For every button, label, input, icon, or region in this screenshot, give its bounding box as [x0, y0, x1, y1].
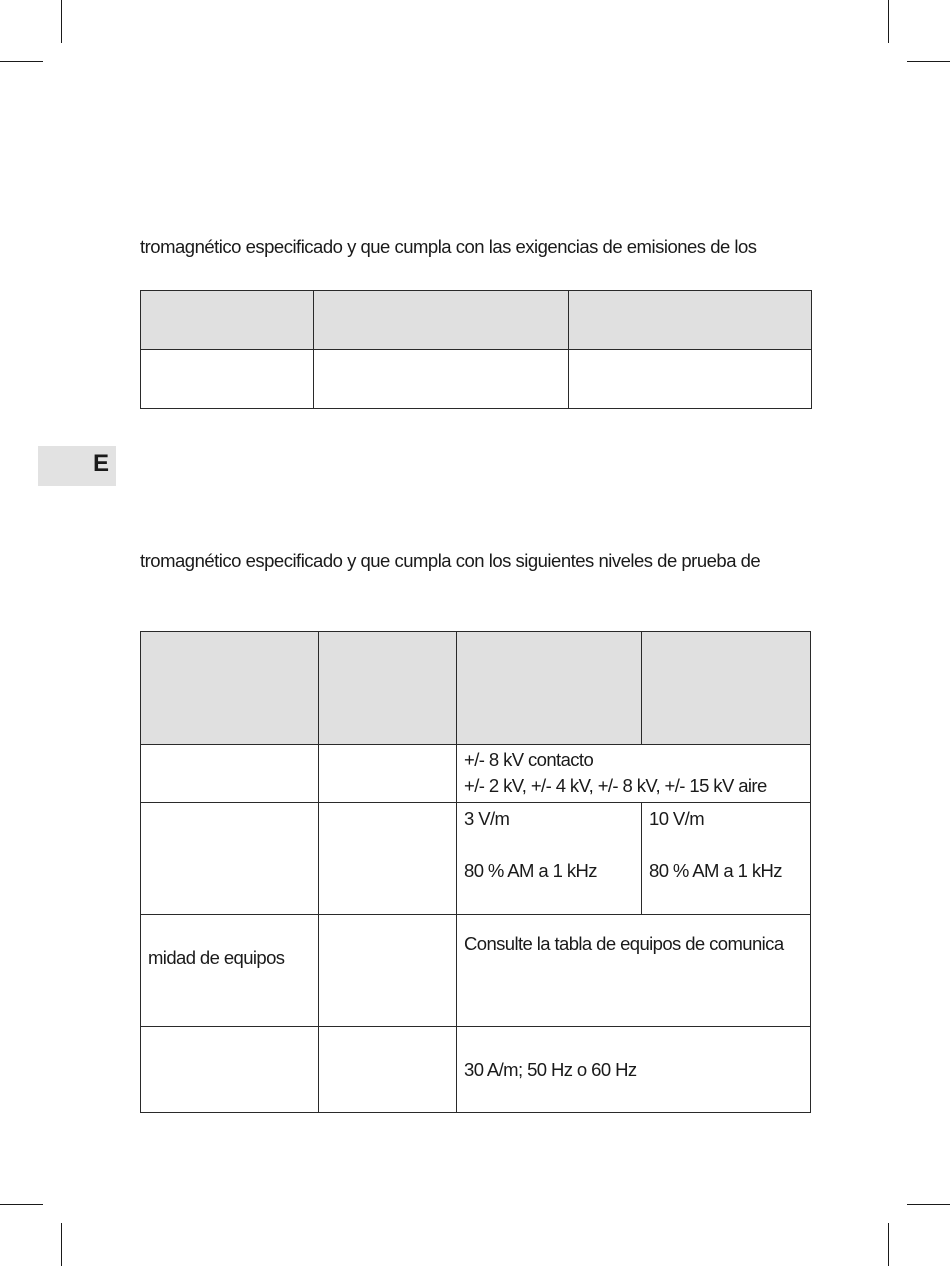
radiated-level-cell: [642, 803, 811, 915]
radiated-field-strength: 10 V/m: [649, 808, 705, 829]
proximity-level-text: Consulte la tabla de equipos de comunica: [464, 933, 784, 954]
emissions-table-row: [141, 350, 812, 409]
paragraph-immunity: tromagnético especificado y que cumpla con los siguientes niveles de prueba de: [140, 550, 761, 571]
immunity-cell: [319, 915, 457, 1027]
proximity-level-cell: [457, 915, 811, 1027]
radiated-field-strength: 3 V/m: [464, 808, 510, 829]
crop-mark-top-left-vertical: [61, 0, 62, 43]
esd-test-level-cell: [457, 745, 811, 803]
immunity-row-esd: [141, 745, 811, 803]
esd-contact-level: +/- 8 kV contacto: [464, 749, 594, 770]
crop-mark-top-right-horizontal: [907, 61, 950, 62]
immunity-cell: [141, 1027, 319, 1113]
immunity-table: [140, 631, 811, 1113]
emissions-cell: [569, 350, 812, 409]
paragraph-emissions: tromagnético especificado y que cumpla con las exigencias de emisiones de los: [140, 236, 757, 257]
radiated-modulation: 80 % AM a 1 kHz: [464, 860, 597, 881]
esd-air-level: +/- 2 kV, +/- 4 kV, +/- 8 kV, +/- 15 kV aire: [464, 775, 767, 796]
immunity-row-proximity: [141, 915, 811, 1027]
radiated-modulation: 80 % AM a 1 kHz: [649, 860, 782, 881]
proximity-label-cell: [141, 915, 319, 1027]
emissions-header-cell: [569, 291, 812, 350]
emissions-table-header-row: [141, 291, 812, 350]
crop-mark-bottom-right-vertical: [888, 1223, 889, 1266]
immunity-cell: [141, 803, 319, 915]
crop-mark-bottom-right-horizontal: [907, 1204, 950, 1205]
immunity-cell: [319, 803, 457, 915]
immunity-header-cell: [141, 632, 319, 745]
emissions-header-cell: [141, 291, 314, 350]
radiated-level-cell: [457, 803, 642, 915]
magnetic-level-cell: [457, 1027, 811, 1113]
emissions-header-cell: [314, 291, 569, 350]
emissions-cell: [141, 350, 314, 409]
crop-mark-bottom-left-vertical: [61, 1223, 62, 1266]
immunity-header-cell: [457, 632, 642, 745]
crop-mark-top-right-vertical: [888, 0, 889, 43]
language-tab-label: E: [92, 450, 109, 477]
crop-mark-bottom-left-horizontal: [0, 1204, 43, 1205]
immunity-header-cell: [319, 632, 457, 745]
immunity-cell: [319, 745, 457, 803]
immunity-cell: [319, 1027, 457, 1113]
immunity-row-radiated: [141, 803, 811, 915]
immunity-table-header-row: [141, 632, 811, 745]
emissions-table: [140, 290, 812, 409]
immunity-header-cell: [642, 632, 811, 745]
emissions-cell: [314, 350, 569, 409]
immunity-cell: [141, 745, 319, 803]
immunity-row-magnetic: [141, 1027, 811, 1113]
magnetic-level-text: 30 A/m; 50 Hz o 60 Hz: [464, 1059, 637, 1080]
crop-mark-top-left-horizontal: [0, 61, 43, 62]
proximity-label: midad de equipos: [148, 947, 285, 968]
language-tab: [38, 446, 116, 486]
